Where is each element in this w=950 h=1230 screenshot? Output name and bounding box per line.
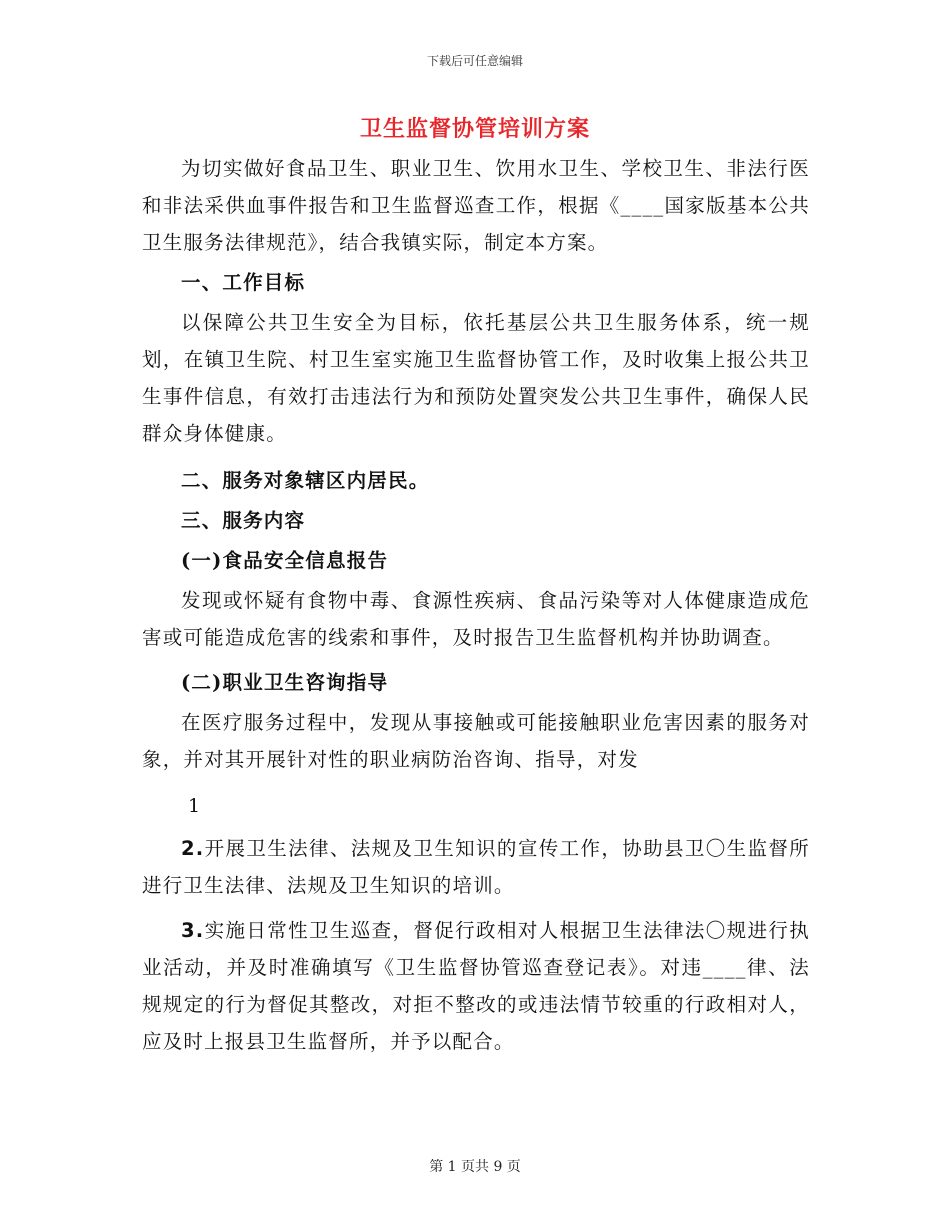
page-marker: 1	[188, 795, 201, 817]
food-safety-paragraph: 发现或怀疑有食物中毒、食源性疾病、食品污染等对人体健康造成危害或可能造成危害的线索和事件，及时报告卫生监督机构并协助调查。	[142, 589, 810, 649]
subsection-heading-food-safety: (一)食品安全信息报告	[181, 549, 389, 572]
section-heading-service-content: 三、服务内容	[181, 509, 306, 532]
intro-paragraph: 为切实做好食品卫生、职业卫生、饮用水卫生、学校卫生、非法行医和非法采供血事件报告和卫生监督巡查工作，根据《____国家版基本公共卫生服务法律规范》，结合我镇实际，制定本方案。	[142, 157, 810, 254]
header-note: 下载后可任意编辑	[426, 54, 523, 68]
list-item-3-number: 3.	[181, 919, 205, 942]
document-body	[142, 150, 810, 1060]
occupational-health-paragraph: 在医疗服务过程中，发现从事接触或可能接触职业危害因素的服务对象，并对其开展针对性的职业病防治咨询、指导，对发	[142, 711, 810, 771]
section-heading-service-target: 二、服务对象辖区内居民。	[181, 469, 430, 492]
list-item-3	[142, 912, 810, 1060]
goals-paragraph: 以保障公共卫生安全为目标，依托基层公共卫生服务体系，统一规划，在镇卫生院、村卫生室实施卫生监督协管工作，及时收集上报公共卫生事件信息，有效打击违法行为和预防处置突发公共卫生事件，确保人民群众身体健康。	[142, 311, 810, 445]
document-title: 卫生监督协管培训方案	[359, 116, 590, 142]
section-heading-goals: 一、工作目标	[181, 271, 306, 294]
subsection-heading-occupational-health: (二)职业卫生咨询指导	[181, 671, 389, 694]
list-item-3-text: 实施日常性卫生巡查，督促行政相对人根据卫生法律法〇规进行执业活动，并及时准确填写《卫生监督协管巡查登记表》。对违____律、法规规定的行为督促其整改，对拒不整改的或违法情节较重的行政相对人，应及时上报县卫生监督所，并予以配合。	[142, 919, 810, 1053]
list-item-2-text: 开展卫生法律、法规及卫生知识的宣传工作，协助县卫〇生监督所进行卫生法律、法规及卫生知识的培训。	[142, 837, 810, 897]
list-item-2-number: 2.	[181, 837, 205, 860]
page-footer: 第 1 页共 9 页	[429, 1159, 521, 1175]
list-item-2	[142, 830, 810, 904]
